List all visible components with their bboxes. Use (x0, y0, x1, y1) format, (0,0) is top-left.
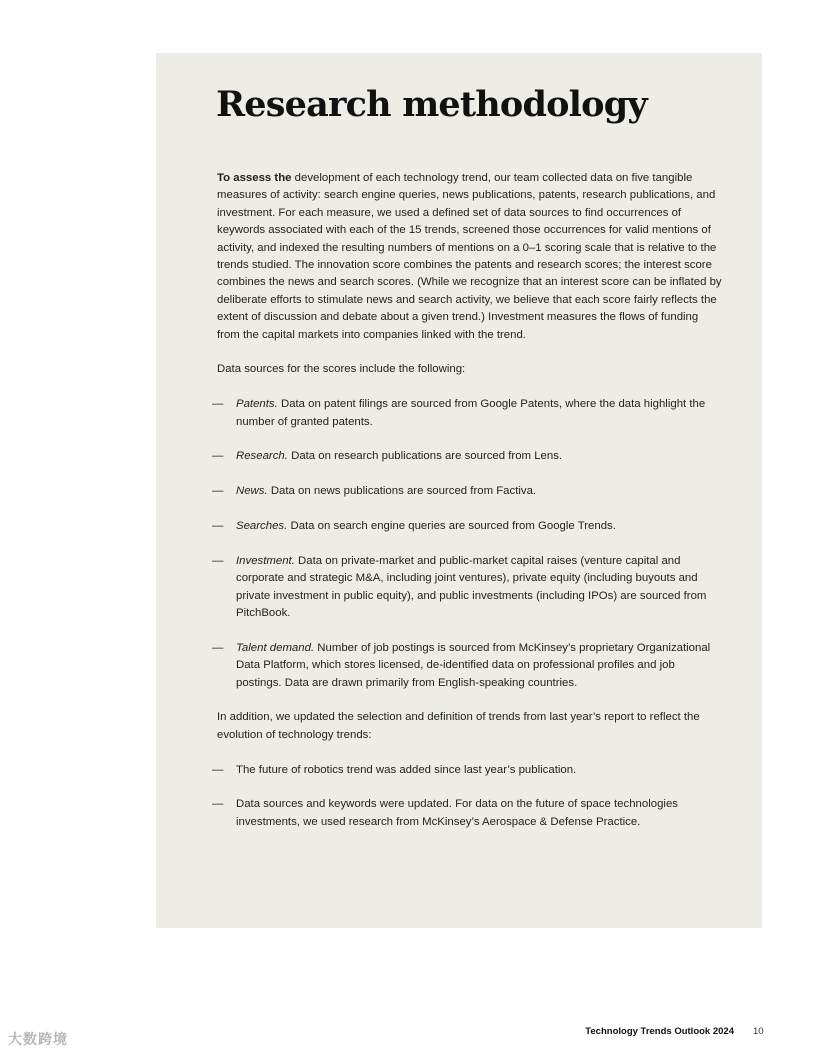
source-text: Number of job postings is sourced from McKinsey’s proprietary Organizational Data Platform, which stores licensed, de-identified data on professional profiles and job postings. Data are drawn primarily from English-speaking countries. (236, 641, 711, 689)
update-text: The future of robotics trend was added since last year’s publication. (236, 763, 577, 776)
dash-bullet: — (212, 763, 224, 776)
list-item (212, 518, 723, 535)
sources-intro: Data sources for the scores include the following: (217, 363, 466, 376)
source-term: Patents. (236, 398, 278, 411)
watermark: 大数跨境 (8, 1031, 68, 1047)
list-item (212, 483, 723, 500)
dash-bullet: — (212, 398, 224, 411)
page-title: Research methodology (216, 84, 647, 125)
update-text: Data sources and keywords were updated. For data on the future of space technologies investments, we used research from McKinsey’s Aerospace & Defense Practice. (236, 798, 678, 828)
source-term: News. (236, 485, 268, 498)
dash-bullet: — (212, 554, 224, 567)
source-term: Research. (236, 450, 288, 463)
dash-bullet: — (212, 520, 224, 533)
dash-bullet: — (212, 450, 224, 463)
list-item (212, 396, 723, 431)
intro-lead: To assess the (217, 172, 292, 184)
list-item (212, 553, 723, 623)
list-item (212, 796, 723, 831)
list-item (212, 640, 723, 692)
page-number: 10 (753, 1026, 764, 1037)
source-term: Searches. (236, 520, 288, 533)
sources-list (212, 396, 723, 692)
list-item (212, 762, 723, 779)
source-term: Talent demand. (236, 641, 315, 654)
source-text: Data on private-market and public-market capital raises (venture capital and corporate and strategic M&A, including joint ventures), private equity (including buyouts and private investment in public equity), and public investments (including IPOs) are sourced from PitchBook. (236, 554, 707, 620)
source-text: Data on news publications are sourced from Factiva. (267, 485, 537, 498)
list-item (212, 448, 723, 465)
dash-bullet: — (212, 798, 224, 811)
intro-paragraph (217, 170, 723, 344)
body-content (212, 170, 723, 849)
dash-bullet: — (212, 485, 224, 498)
source-term: Investment. (236, 554, 295, 567)
dash-bullet: — (212, 641, 224, 654)
updates-intro: In addition, we updated the selection and definition of trends from last year’s report to reflect the evolution of technology trends: (217, 711, 700, 741)
source-text: Data on patent filings are sourced from Google Patents, where the data highlight the number of granted patents. (236, 398, 706, 428)
source-text: Data on research publications are sourced from Lens. (287, 450, 563, 463)
intro-text: development of each technology trend, our team collected data on five tangible measures of activity: search engine queries, news publications, patents, research publications, and investment. For each measure, we used a defined set of data sources to find occurrences of keywords associated with each of the 15 trends, screened those occurrences for valid mentions of activity, and indexed the resulting numbers of mentions on a 0–1 scoring scale that is relative to the trends studied. The innovation score combines the patents and research scores; the interest score combines the news and search scores. (While we recognize that an interest score can be inflated by deliberate efforts to stimulate news and search activity, we believe that each score fairly reflects the extent of discussion and debate about a given trend.) Investment measures the flows of funding from the capital markets into companies linked with the trend. (217, 172, 722, 341)
source-text: Data on search engine queries are sourced from Google Trends. (287, 520, 616, 533)
updates-list (212, 762, 723, 832)
footer-report-title: Technology Trends Outlook 2024 (585, 1026, 734, 1037)
